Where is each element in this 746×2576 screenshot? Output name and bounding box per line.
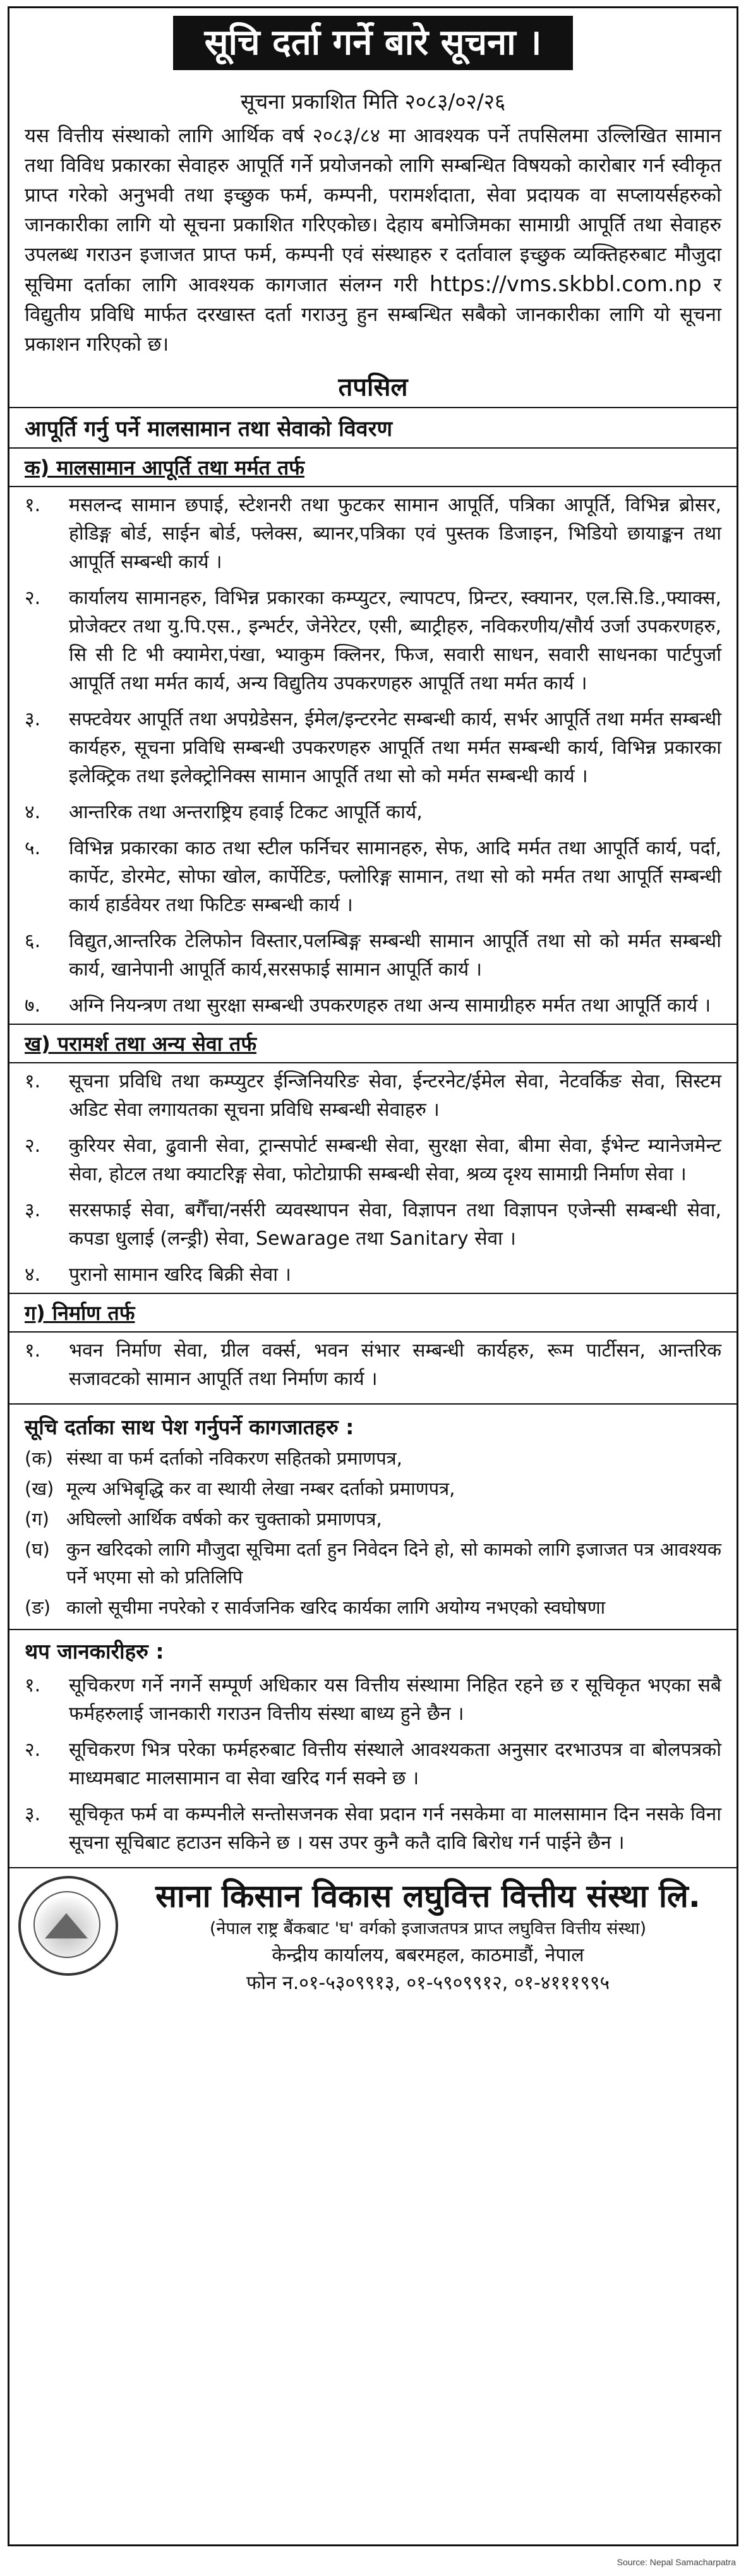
document-item-number: (ख) <box>25 1478 54 1499</box>
document-item-text: मूल्य अभिबृद्धि कर वा स्थायी लेखा नम्बर दर्ताको प्रमाणपत्र, <box>66 1478 455 1499</box>
org-address: केन्द्रीय कार्यालय, बबरमहल, काठमाडौं, नेपाल <box>272 1944 584 1966</box>
document-item-text: अघिल्लो आर्थिक वर्षको कर चुक्ताको प्रमाणपत्र, <box>66 1508 382 1530</box>
goods-item-number: ३. <box>25 708 41 730</box>
goods-item <box>9 794 737 830</box>
notice-title: सूचि दर्ता गर्ने बारे सूचना । <box>173 16 574 70</box>
org-seal-logo <box>18 1876 118 1976</box>
goods-item-text: आन्तरिक तथा अन्तराष्ट्रिय हवाई टिकट आपूर्ति कार्य, <box>69 801 423 823</box>
vendor-portal-link[interactable]: https://vms.skbbl.com.np <box>429 272 702 297</box>
documents-heading: सूचि दर्ताका साथ पेश गर्नुपर्ने कागजातहरु : <box>25 1415 354 1439</box>
supply-section <box>9 407 737 1405</box>
document-item-text: कुन खरिदको लागि मौजुदा सूचिमा दर्ता हुन निवेदन दिने हो, सो कामको लागि इजाजत पत्र आवश्यक पर्ने भएमा सो को प्रतिलिपि <box>66 1539 721 1588</box>
document-item-number: (घ) <box>25 1539 50 1560</box>
service-item-number: ४. <box>25 1264 41 1286</box>
title-wrap <box>9 16 737 70</box>
document-item-number: (ग) <box>25 1508 49 1530</box>
service-item-text: सरसफाई सेवा, बगैँचा/नर्सरी व्यवस्थापन सेवा, विज्ञापन तथा विज्ञापन एजेन्सी सम्बन्धी सेवा, कपडा धुलाई (लन्ड्री) सेवा, Sewarage तथा Sanitary सेवा । <box>69 1199 721 1250</box>
category-b-list <box>9 1063 737 1293</box>
document-item <box>9 1504 737 1534</box>
notice-page <box>8 6 738 2546</box>
category-c-heading: ग) निर्माण तर्फ <box>9 1293 737 1333</box>
org-phone: फोन न.०१-५३०९९१३, ०१-५९०९९१२, ०१-४१११९९५ <box>246 1972 610 1994</box>
goods-item-text: सफ्टवेयर आपूर्ति तथा अपग्रेडेसन, ईमेल/इन्टरनेट सम्बन्धी कार्य, सर्भर आपूर्ति तथा मर्मत सम्बन्धी कार्यहरु, सूचना प्रविधि सम्बन्धी उपकरणहरु आपूर्ति तथा मर्मत सम्बन्धी कार्य, विभिन्न प्रकारका इलेक्ट्रिक तथा इलेक्ट्रोनिक्स सामान आपूर्ति तथा सो को मर्मत सम्बन्धी कार्य । <box>69 708 721 787</box>
category-a-list <box>9 487 737 1024</box>
service-item <box>9 1128 737 1192</box>
category-a-heading: क) मालसामान आपूर्ति तथा मर्मत तर्फ <box>9 449 737 487</box>
document-item <box>9 1443 737 1473</box>
goods-item-number: ५. <box>25 837 41 859</box>
intro-paragraph <box>9 121 737 360</box>
goods-item <box>9 487 737 580</box>
goods-item-text: विद्युत,आन्तरिक टेलिफोन विस्तार,पलम्बिङ्ग सम्बन्धी सामान आपूर्ति तथा सो को मर्मत सम्बन्धी कार्य, खानेपानी आपूर्ति कार्य,सरसफाई सामान आपूर्ति कार्य । <box>69 930 721 981</box>
construction-item <box>9 1333 737 1397</box>
service-item <box>9 1063 737 1128</box>
document-item <box>9 1473 737 1504</box>
org-license-note: (नेपाल राष्ट्र बैंकबाट 'घ' वर्गको इजाजतपत्र प्राप्त लघुवित्त वित्तीय संस्था) <box>209 1919 647 1938</box>
goods-item-number: २. <box>25 587 41 609</box>
goods-item-number: ७. <box>25 995 41 1017</box>
service-item-number: १. <box>25 1070 41 1092</box>
document-item-number: (ङ) <box>25 1597 51 1618</box>
construction-item-text: भवन निर्माण सेवा, ग्रील वर्क्स, भवन संभार सम्बन्धी कार्यहरु, रूम पार्टीसन, आन्तरिक सजावटको सामान आपूर्ति तथा निर्माण कार्य । <box>69 1339 721 1390</box>
documents-list <box>9 1443 737 1630</box>
service-item-text: पुरानो सामान खरिद बिक्री सेवा । <box>69 1264 291 1286</box>
org-block <box>128 1876 728 1997</box>
service-item <box>9 1257 737 1293</box>
service-item-number: ३. <box>25 1199 41 1221</box>
goods-item-number: ६. <box>25 930 41 952</box>
source-credit: Source: Nepal Samacharpatra <box>617 2557 736 2567</box>
supply-heading: आपूर्ति गर्नु पर्ने मालसामान तथा सेवाको विवरण <box>9 408 737 449</box>
goods-item <box>9 580 737 701</box>
more-info-item-number: २. <box>25 1739 41 1761</box>
category-b-heading: ख) परामर्श तथा अन्य सेवा तर्फ <box>9 1024 737 1063</box>
document-item <box>9 1592 737 1623</box>
more-info-item-text: सूचिकृत फर्म वा कम्पनीले सन्तोसजनक सेवा प्रदान गर्न नसकेमा वा मालसामान दिन नसके विना सूचना सूचिबाट हटाउन सकिने छ । यस उपर कुनै कतै दावि बिरोध गर्न पाईने छैन । <box>69 1803 721 1854</box>
more-info-list <box>9 1667 737 1867</box>
org-footer <box>9 1867 737 1997</box>
document-item-text: कालो सूचीमा नपरेको र सार्वजनिक खरिद कार्यका लागि अयोग्य नभएको स्वघोषणा <box>66 1597 606 1618</box>
intro-text-2: र विद्युतीय प्रविधि मार्फत दरखास्त दर्ता गराउनु हुन सम्बन्धित सबैको जानकारीका लागि यो सूचना प्रकाशन गरिएको छ। <box>25 274 721 356</box>
category-c-list <box>9 1333 737 1397</box>
more-info-item-number: १. <box>25 1674 41 1696</box>
construction-item-number: १. <box>25 1339 41 1362</box>
intro-text-1: यस वित्तीय संस्थाको लागि आर्थिक वर्ष २०८३/८४ मा आवश्यक पर्ने तपसिलमा उल्लिखित सामान तथा विविध प्रकारका सेवाहरु आपूर्ति गर्ने प्रयोजनको लागि सम्बन्धित विषयको कारोबार गर्न स्वीकृत प्राप्त गरेको अनुभवी तथा इच्छुक फर्म, कम्पनी, परामर्शदाता, सेवा प्रदायक वा सप्लायर्सहरुको जानकारीका लागि यो सूचना प्रकाशित गरिएकोछ। देहाय बमोजिमका सामाग्री आपूर्ति तथा सेवाहरु उपलब्ध गराउन इजाजत प्राप्त फर्म, कम्पनी एवं संस्थाहरु र दर्तावाल इच्छुक व्यक्तिहरुबाट मौजुदा सूचिमा दर्ताका लागि आवश्यक कागजात संलग्न गरी <box>25 124 721 296</box>
more-info-item-number: ३. <box>25 1803 41 1825</box>
goods-item-text: विभिन्न प्रकारका काठ तथा स्टील फर्निचर सामानहरु, सेफ, आदि मर्मत तथा आपूर्ति कार्य, पर्दा, कार्पेट, डोरमेट, सोफा खोल, कार्पेटिङ, फ्लोरिङ्ग सामान, तथा सो को मर्मत तथा आपूर्ति सम्बन्धी कार्य हार्डवेयर तथा फिटिङ सम्बन्धी कार्य । <box>69 837 721 916</box>
goods-item <box>9 923 737 988</box>
more-info-item-text: सूचिकरण गर्ने नगर्ने सम्पूर्ण अधिकार यस वित्तीय संस्थामा निहित रहने छ र सूचिकृत भएका सबै फर्महरुलाई जानकारी गराउन वित्तीय संस्था बाध्य हुने छैन । <box>69 1674 721 1725</box>
service-item-number: २. <box>25 1135 41 1157</box>
publication-date: सूचना प्रकाशित मिति २०८३/०२/२६ <box>240 89 506 114</box>
goods-item <box>9 701 737 794</box>
service-item-text: कुरियर सेवा, ढुवानी सेवा, ट्रान्सपोर्ट सम्बन्धी सेवा, सुरक्षा सेवा, बीमा सेवा, ईभेन्ट म्यानेजमेन्ट सेवा, होटल तथा क्याटरिङ्ग सेवा, फोटोग्राफी सम्बन्धी सेवा, श्रव्य दृश्य सामाग्री निर्माण सेवा । <box>69 1135 721 1185</box>
goods-item-text: कार्यालय सामानहरु, विभिन्न प्रकारका कम्प्युटर, ल्यापटप, प्रिन्टर, स्क्यानर, एल.सि.डि.,फ्याक्स, प्रोजेक्टर तथा यु.पि.एस., इन्भर्टर, जेनेरेटर, एसी, ब्याट्रीहरु, नविकरणीय/सौर्य उर्जा उपकरणहरु, सि सी टि भी क्यामेरा,पंखा, भ्याकुम क्लिनर, फिज, सवारी साधन, सवारी साधनका पार्टपुर्जा आपूर्ति तथा मर्मत कार्य, अन्य विद्युतिय उपकरणहरु आपूर्ति तथा मर्मत कार्य । <box>69 587 721 694</box>
more-info-item-text: सूचिकरण भित्र परेका फर्महरुबाट वित्तीय संस्थाले आवश्यकता अनुसार दरभाउपत्र वा बोलपत्रको माध्यमबाट मालसामान वा सेवा खरिद गर्न सक्ने छ । <box>69 1739 721 1789</box>
service-item <box>9 1192 737 1257</box>
more-info-item <box>9 1796 737 1861</box>
document-item-text: संस्था वा फर्म दर्ताको नविकरण सहितको प्रमाणपत्र, <box>66 1448 402 1469</box>
goods-item <box>9 830 737 923</box>
goods-item-text: मसलन्द सामान छपाई, स्टेशनरी तथा फुटकर सामान आपूर्ति, पत्रिका आपूर्ति, विभिन्न ब्रोसर, होडिङ्ग बोर्ड, साईन बोर्ड, फ्लेक्स, ब्यानर,पत्रिका एवं पुस्तक डिजाइन, भिडियो छायाङ्कन तथा आपूर्ति सम्बन्धी कार्य । <box>69 494 721 573</box>
goods-item-number: ४. <box>25 801 41 823</box>
document-item <box>9 1534 737 1592</box>
more-info-item <box>9 1667 737 1732</box>
more-info-item <box>9 1732 737 1796</box>
goods-item-text: अग्नि नियन्त्रण तथा सुरक्षा सम्बन्धी उपकरणहरु तथा अन्य सामाग्रीहरु मर्मत तथा आपूर्ति कार्य । <box>69 995 711 1017</box>
goods-item <box>9 988 737 1024</box>
more-info-heading: थप जानकारीहरु : <box>25 1639 164 1664</box>
goods-item-number: १. <box>25 494 41 516</box>
details-heading: तपसिल <box>338 373 408 402</box>
service-item-text: सूचना प्रविधि तथा कम्प्युटर ईन्जिनियरिङ सेवा, ईन्टरनेट/ईमेल सेवा, नेटवर्किङ सेवा, सिस्टम अडिट सेवा लगायतका सूचना प्रविधि सम्बन्धी सेवाहरु । <box>69 1070 721 1121</box>
org-name: साना किसान विकास लघुवित्त वित्तीय संस्था लि. <box>155 1878 701 1914</box>
document-item-number: (क) <box>25 1448 53 1469</box>
